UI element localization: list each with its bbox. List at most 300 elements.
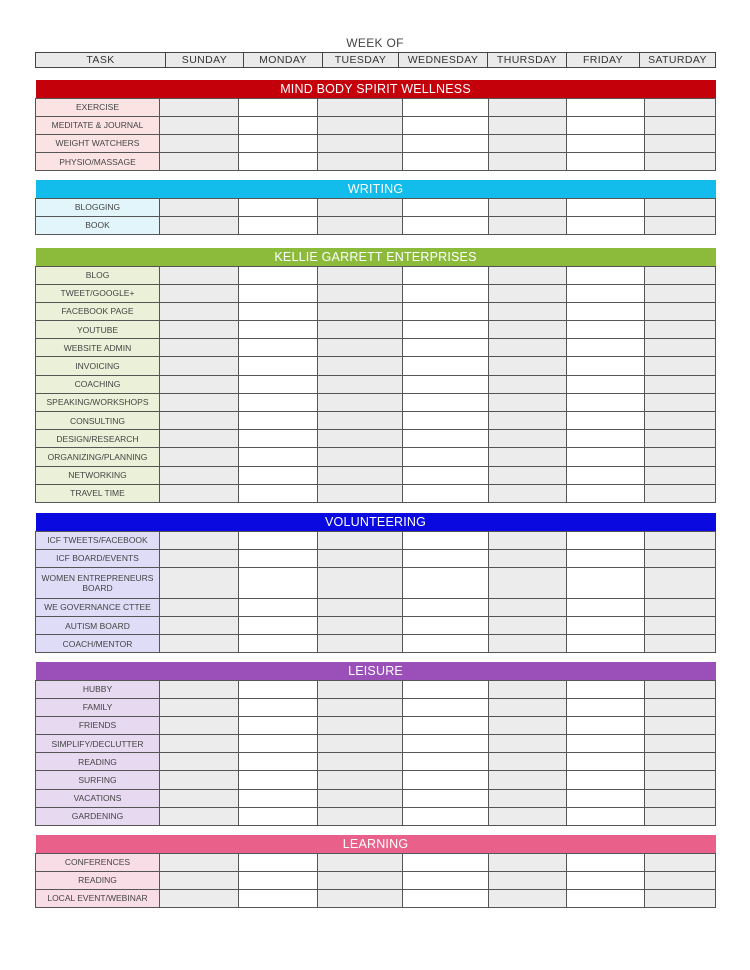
day-cell-saturday[interactable] bbox=[645, 716, 716, 734]
day-cell-tuesday[interactable] bbox=[318, 98, 403, 116]
day-cell-thursday[interactable] bbox=[489, 598, 567, 616]
day-cell-monday[interactable] bbox=[239, 357, 318, 375]
day-cell-friday[interactable] bbox=[567, 771, 645, 789]
day-cell-wednesday[interactable] bbox=[403, 635, 489, 653]
day-cell-wednesday[interactable] bbox=[403, 357, 489, 375]
day-cell-thursday[interactable] bbox=[489, 116, 567, 134]
day-cell-sunday[interactable] bbox=[160, 789, 239, 807]
day-cell-thursday[interactable] bbox=[489, 698, 567, 716]
day-cell-sunday[interactable] bbox=[160, 375, 239, 393]
day-cell-thursday[interactable] bbox=[489, 98, 567, 116]
task-label: VACATIONS bbox=[36, 789, 160, 807]
day-cell-saturday[interactable] bbox=[645, 430, 716, 448]
day-cell-wednesday[interactable] bbox=[403, 680, 489, 698]
day-cell-saturday[interactable] bbox=[645, 771, 716, 789]
day-cell-thursday[interactable] bbox=[489, 284, 567, 302]
task-row bbox=[36, 889, 716, 907]
day-cell-thursday[interactable] bbox=[489, 412, 567, 430]
day-cell-tuesday[interactable] bbox=[318, 567, 403, 598]
day-cell-wednesday[interactable] bbox=[403, 216, 489, 234]
day-cell-monday[interactable] bbox=[239, 266, 318, 284]
day-cell-sunday[interactable] bbox=[160, 771, 239, 789]
day-cell-thursday[interactable] bbox=[489, 771, 567, 789]
day-cell-monday[interactable] bbox=[239, 321, 318, 339]
section-title: WRITING bbox=[36, 180, 716, 198]
day-cell-monday[interactable] bbox=[239, 339, 318, 357]
task-label: BLOG bbox=[36, 266, 160, 284]
day-cell-sunday[interactable] bbox=[160, 430, 239, 448]
day-cell-sunday[interactable] bbox=[160, 531, 239, 549]
day-cell-wednesday[interactable] bbox=[403, 339, 489, 357]
day-cell-thursday[interactable] bbox=[489, 198, 567, 216]
day-cell-tuesday[interactable] bbox=[318, 549, 403, 567]
task-row bbox=[36, 771, 716, 789]
day-cell-thursday[interactable] bbox=[489, 531, 567, 549]
day-cell-saturday[interactable] bbox=[645, 635, 716, 653]
task-row bbox=[36, 753, 716, 771]
day-cell-wednesday[interactable] bbox=[403, 153, 489, 171]
day-cell-wednesday[interactable] bbox=[403, 466, 489, 484]
task-row bbox=[36, 216, 716, 234]
day-cell-friday[interactable] bbox=[567, 889, 645, 907]
day-cell-wednesday[interactable] bbox=[403, 284, 489, 302]
day-cell-saturday[interactable] bbox=[645, 98, 716, 116]
day-cell-sunday[interactable] bbox=[160, 716, 239, 734]
day-cell-friday[interactable] bbox=[567, 198, 645, 216]
day-cell-sunday[interactable] bbox=[160, 266, 239, 284]
day-cell-thursday[interactable] bbox=[489, 430, 567, 448]
task-label: MEDITATE & JOURNAL bbox=[36, 116, 160, 134]
day-cell-sunday[interactable] bbox=[160, 116, 239, 134]
day-cell-sunday[interactable] bbox=[160, 302, 239, 320]
section-title: LEISURE bbox=[36, 662, 716, 680]
day-cell-monday[interactable] bbox=[239, 484, 318, 502]
day-cell-sunday[interactable] bbox=[160, 412, 239, 430]
day-cell-wednesday[interactable] bbox=[403, 531, 489, 549]
day-cell-saturday[interactable] bbox=[645, 871, 716, 889]
day-cell-wednesday[interactable] bbox=[403, 302, 489, 320]
day-cell-saturday[interactable] bbox=[645, 321, 716, 339]
day-cell-friday[interactable] bbox=[567, 698, 645, 716]
day-cell-wednesday[interactable] bbox=[403, 753, 489, 771]
day-cell-wednesday[interactable] bbox=[403, 430, 489, 448]
day-cell-sunday[interactable] bbox=[160, 680, 239, 698]
day-cell-sunday[interactable] bbox=[160, 134, 239, 152]
day-cell-tuesday[interactable] bbox=[318, 134, 403, 152]
task-label: ICF BOARD/EVENTS bbox=[36, 549, 160, 567]
day-cell-sunday[interactable] bbox=[160, 339, 239, 357]
day-header-row bbox=[35, 52, 716, 68]
day-cell-monday[interactable] bbox=[239, 549, 318, 567]
day-cell-tuesday[interactable] bbox=[318, 216, 403, 234]
day-cell-monday[interactable] bbox=[239, 680, 318, 698]
day-cell-friday[interactable] bbox=[567, 266, 645, 284]
day-cell-sunday[interactable] bbox=[160, 448, 239, 466]
day-cell-wednesday[interactable] bbox=[403, 853, 489, 871]
day-cell-tuesday[interactable] bbox=[318, 716, 403, 734]
day-cell-sunday[interactable] bbox=[160, 617, 239, 635]
day-cell-friday[interactable] bbox=[567, 635, 645, 653]
day-cell-friday[interactable] bbox=[567, 302, 645, 320]
day-cell-friday[interactable] bbox=[567, 853, 645, 871]
day-cell-sunday[interactable] bbox=[160, 889, 239, 907]
section-title: MIND BODY SPIRIT WELLNESS bbox=[36, 80, 716, 98]
day-cell-monday[interactable] bbox=[239, 871, 318, 889]
day-cell-saturday[interactable] bbox=[645, 412, 716, 430]
day-cell-saturday[interactable] bbox=[645, 549, 716, 567]
task-label: AUTISM BOARD bbox=[36, 617, 160, 635]
task-label: PHYSIO/MASSAGE bbox=[36, 153, 160, 171]
day-cell-tuesday[interactable] bbox=[318, 771, 403, 789]
day-cell-monday[interactable] bbox=[239, 466, 318, 484]
day-cell-sunday[interactable] bbox=[160, 284, 239, 302]
day-cell-thursday[interactable] bbox=[489, 484, 567, 502]
day-cell-friday[interactable] bbox=[567, 753, 645, 771]
day-cell-sunday[interactable] bbox=[160, 698, 239, 716]
day-cell-monday[interactable] bbox=[239, 753, 318, 771]
day-cell-monday[interactable] bbox=[239, 412, 318, 430]
day-cell-monday[interactable] bbox=[239, 853, 318, 871]
day-cell-monday[interactable] bbox=[239, 284, 318, 302]
day-cell-monday[interactable] bbox=[239, 531, 318, 549]
day-cell-saturday[interactable] bbox=[645, 448, 716, 466]
day-cell-sunday[interactable] bbox=[160, 871, 239, 889]
day-cell-friday[interactable] bbox=[567, 871, 645, 889]
day-cell-saturday[interactable] bbox=[645, 266, 716, 284]
day-cell-tuesday[interactable] bbox=[318, 466, 403, 484]
day-cell-thursday[interactable] bbox=[489, 321, 567, 339]
day-cell-friday[interactable] bbox=[567, 393, 645, 411]
day-cell-friday[interactable] bbox=[567, 617, 645, 635]
day-cell-tuesday[interactable] bbox=[318, 321, 403, 339]
day-cell-friday[interactable] bbox=[567, 716, 645, 734]
day-cell-thursday[interactable] bbox=[489, 567, 567, 598]
day-cell-friday[interactable] bbox=[567, 807, 645, 825]
column-header-task: TASK bbox=[36, 53, 166, 68]
section-volunteering bbox=[35, 513, 716, 653]
day-cell-saturday[interactable] bbox=[645, 698, 716, 716]
task-row bbox=[36, 98, 716, 116]
day-cell-wednesday[interactable] bbox=[403, 375, 489, 393]
day-cell-friday[interactable] bbox=[567, 357, 645, 375]
day-cell-friday[interactable] bbox=[567, 284, 645, 302]
day-cell-friday[interactable] bbox=[567, 598, 645, 616]
day-cell-tuesday[interactable] bbox=[318, 153, 403, 171]
task-label: FAMILY bbox=[36, 698, 160, 716]
day-cell-tuesday[interactable] bbox=[318, 430, 403, 448]
day-cell-thursday[interactable] bbox=[489, 448, 567, 466]
day-cell-thursday[interactable] bbox=[489, 466, 567, 484]
day-cell-thursday[interactable] bbox=[489, 716, 567, 734]
day-cell-wednesday[interactable] bbox=[403, 771, 489, 789]
day-cell-friday[interactable] bbox=[567, 549, 645, 567]
task-row bbox=[36, 393, 716, 411]
task-label: DESIGN/RESEARCH bbox=[36, 430, 160, 448]
day-cell-saturday[interactable] bbox=[645, 466, 716, 484]
day-cell-sunday[interactable] bbox=[160, 198, 239, 216]
day-cell-friday[interactable] bbox=[567, 567, 645, 598]
day-cell-friday[interactable] bbox=[567, 375, 645, 393]
day-cell-monday[interactable] bbox=[239, 567, 318, 598]
day-cell-thursday[interactable] bbox=[489, 635, 567, 653]
day-cell-saturday[interactable] bbox=[645, 753, 716, 771]
task-row bbox=[36, 789, 716, 807]
day-cell-saturday[interactable] bbox=[645, 617, 716, 635]
day-cell-tuesday[interactable] bbox=[318, 635, 403, 653]
section-mind-body-spirit-wellness bbox=[35, 80, 716, 171]
day-cell-friday[interactable] bbox=[567, 134, 645, 152]
day-cell-thursday[interactable] bbox=[489, 302, 567, 320]
day-cell-thursday[interactable] bbox=[489, 753, 567, 771]
task-row bbox=[36, 871, 716, 889]
day-cell-wednesday[interactable] bbox=[403, 698, 489, 716]
day-cell-tuesday[interactable] bbox=[318, 284, 403, 302]
task-row bbox=[36, 484, 716, 502]
day-cell-sunday[interactable] bbox=[160, 321, 239, 339]
day-cell-tuesday[interactable] bbox=[318, 698, 403, 716]
day-cell-monday[interactable] bbox=[239, 635, 318, 653]
day-cell-friday[interactable] bbox=[567, 339, 645, 357]
day-cell-tuesday[interactable] bbox=[318, 484, 403, 502]
day-cell-thursday[interactable] bbox=[489, 871, 567, 889]
day-cell-tuesday[interactable] bbox=[318, 889, 403, 907]
task-label: WEBSITE ADMIN bbox=[36, 339, 160, 357]
day-cell-thursday[interactable] bbox=[489, 807, 567, 825]
day-cell-tuesday[interactable] bbox=[318, 680, 403, 698]
task-row bbox=[36, 153, 716, 171]
day-cell-saturday[interactable] bbox=[645, 680, 716, 698]
day-cell-monday[interactable] bbox=[239, 430, 318, 448]
day-cell-saturday[interactable] bbox=[645, 302, 716, 320]
day-cell-wednesday[interactable] bbox=[403, 393, 489, 411]
day-cell-wednesday[interactable] bbox=[403, 789, 489, 807]
task-label: COACH/MENTOR bbox=[36, 635, 160, 653]
day-cell-thursday[interactable] bbox=[489, 549, 567, 567]
day-cell-thursday[interactable] bbox=[489, 617, 567, 635]
day-cell-tuesday[interactable] bbox=[318, 302, 403, 320]
day-cell-tuesday[interactable] bbox=[318, 266, 403, 284]
day-cell-saturday[interactable] bbox=[645, 853, 716, 871]
day-cell-sunday[interactable] bbox=[160, 598, 239, 616]
day-cell-wednesday[interactable] bbox=[403, 266, 489, 284]
day-cell-saturday[interactable] bbox=[645, 284, 716, 302]
task-row bbox=[36, 302, 716, 320]
day-cell-friday[interactable] bbox=[567, 531, 645, 549]
day-cell-monday[interactable] bbox=[239, 889, 318, 907]
day-cell-friday[interactable] bbox=[567, 484, 645, 502]
day-cell-sunday[interactable] bbox=[160, 807, 239, 825]
day-cell-wednesday[interactable] bbox=[403, 448, 489, 466]
day-cell-sunday[interactable] bbox=[160, 635, 239, 653]
day-cell-tuesday[interactable] bbox=[318, 617, 403, 635]
day-cell-tuesday[interactable] bbox=[318, 393, 403, 411]
day-cell-sunday[interactable] bbox=[160, 484, 239, 502]
day-cell-tuesday[interactable] bbox=[318, 412, 403, 430]
day-cell-friday[interactable] bbox=[567, 153, 645, 171]
day-cell-wednesday[interactable] bbox=[403, 871, 489, 889]
day-cell-tuesday[interactable] bbox=[318, 807, 403, 825]
day-cell-wednesday[interactable] bbox=[403, 889, 489, 907]
day-cell-monday[interactable] bbox=[239, 134, 318, 152]
task-row bbox=[36, 134, 716, 152]
day-cell-thursday[interactable] bbox=[489, 393, 567, 411]
task-label: COACHING bbox=[36, 375, 160, 393]
day-cell-friday[interactable] bbox=[567, 430, 645, 448]
task-row bbox=[36, 716, 716, 734]
day-cell-monday[interactable] bbox=[239, 98, 318, 116]
section-kellie-garrett-enterprises bbox=[35, 248, 716, 503]
day-cell-tuesday[interactable] bbox=[318, 789, 403, 807]
day-cell-saturday[interactable] bbox=[645, 116, 716, 134]
day-cell-monday[interactable] bbox=[239, 302, 318, 320]
day-cell-tuesday[interactable] bbox=[318, 531, 403, 549]
day-cell-sunday[interactable] bbox=[160, 393, 239, 411]
day-cell-wednesday[interactable] bbox=[403, 617, 489, 635]
day-cell-saturday[interactable] bbox=[645, 484, 716, 502]
day-cell-wednesday[interactable] bbox=[403, 134, 489, 152]
day-cell-saturday[interactable] bbox=[645, 531, 716, 549]
section-title: KELLIE GARRETT ENTERPRISES bbox=[36, 248, 716, 266]
day-cell-saturday[interactable] bbox=[645, 198, 716, 216]
day-cell-saturday[interactable] bbox=[645, 598, 716, 616]
day-cell-sunday[interactable] bbox=[160, 735, 239, 753]
day-cell-wednesday[interactable] bbox=[403, 484, 489, 502]
task-row bbox=[36, 448, 716, 466]
task-row bbox=[36, 617, 716, 635]
day-cell-monday[interactable] bbox=[239, 617, 318, 635]
day-cell-monday[interactable] bbox=[239, 807, 318, 825]
day-cell-wednesday[interactable] bbox=[403, 549, 489, 567]
day-cell-tuesday[interactable] bbox=[318, 116, 403, 134]
task-row bbox=[36, 375, 716, 393]
day-cell-tuesday[interactable] bbox=[318, 598, 403, 616]
day-cell-thursday[interactable] bbox=[489, 216, 567, 234]
day-cell-monday[interactable] bbox=[239, 448, 318, 466]
day-cell-monday[interactable] bbox=[239, 375, 318, 393]
task-label: FACEBOOK PAGE bbox=[36, 302, 160, 320]
task-row bbox=[36, 430, 716, 448]
column-header-saturday: SATURDAY bbox=[640, 53, 716, 68]
day-cell-friday[interactable] bbox=[567, 466, 645, 484]
day-cell-tuesday[interactable] bbox=[318, 853, 403, 871]
section-writing bbox=[35, 180, 716, 235]
day-cell-sunday[interactable] bbox=[160, 753, 239, 771]
day-cell-wednesday[interactable] bbox=[403, 598, 489, 616]
day-cell-thursday[interactable] bbox=[489, 339, 567, 357]
day-cell-thursday[interactable] bbox=[489, 735, 567, 753]
day-cell-thursday[interactable] bbox=[489, 153, 567, 171]
day-cell-saturday[interactable] bbox=[645, 134, 716, 152]
day-cell-saturday[interactable] bbox=[645, 393, 716, 411]
day-cell-tuesday[interactable] bbox=[318, 339, 403, 357]
day-cell-monday[interactable] bbox=[239, 771, 318, 789]
day-cell-friday[interactable] bbox=[567, 680, 645, 698]
day-cell-tuesday[interactable] bbox=[318, 198, 403, 216]
day-cell-tuesday[interactable] bbox=[318, 871, 403, 889]
task-row bbox=[36, 680, 716, 698]
day-cell-saturday[interactable] bbox=[645, 216, 716, 234]
day-cell-thursday[interactable] bbox=[489, 853, 567, 871]
day-cell-wednesday[interactable] bbox=[403, 198, 489, 216]
day-cell-wednesday[interactable] bbox=[403, 116, 489, 134]
day-cell-saturday[interactable] bbox=[645, 375, 716, 393]
day-cell-saturday[interactable] bbox=[645, 807, 716, 825]
day-cell-monday[interactable] bbox=[239, 216, 318, 234]
day-cell-monday[interactable] bbox=[239, 598, 318, 616]
day-cell-wednesday[interactable] bbox=[403, 321, 489, 339]
day-cell-tuesday[interactable] bbox=[318, 735, 403, 753]
day-cell-wednesday[interactable] bbox=[403, 98, 489, 116]
day-cell-monday[interactable] bbox=[239, 116, 318, 134]
day-cell-sunday[interactable] bbox=[160, 216, 239, 234]
day-cell-tuesday[interactable] bbox=[318, 375, 403, 393]
task-label: CONFERENCES bbox=[36, 853, 160, 871]
day-cell-monday[interactable] bbox=[239, 153, 318, 171]
day-cell-wednesday[interactable] bbox=[403, 412, 489, 430]
day-cell-saturday[interactable] bbox=[645, 339, 716, 357]
day-cell-sunday[interactable] bbox=[160, 98, 239, 116]
day-cell-wednesday[interactable] bbox=[403, 716, 489, 734]
day-cell-sunday[interactable] bbox=[160, 853, 239, 871]
section-title: LEARNING bbox=[36, 835, 716, 853]
day-cell-friday[interactable] bbox=[567, 216, 645, 234]
day-cell-sunday[interactable] bbox=[160, 549, 239, 567]
day-cell-monday[interactable] bbox=[239, 716, 318, 734]
day-cell-thursday[interactable] bbox=[489, 889, 567, 907]
task-label: BOOK bbox=[36, 216, 160, 234]
column-header-wednesday: WEDNESDAY bbox=[399, 53, 488, 68]
day-cell-friday[interactable] bbox=[567, 448, 645, 466]
day-cell-thursday[interactable] bbox=[489, 266, 567, 284]
day-cell-friday[interactable] bbox=[567, 116, 645, 134]
day-cell-saturday[interactable] bbox=[645, 567, 716, 598]
day-cell-saturday[interactable] bbox=[645, 789, 716, 807]
day-cell-saturday[interactable] bbox=[645, 357, 716, 375]
day-cell-saturday[interactable] bbox=[645, 889, 716, 907]
day-cell-tuesday[interactable] bbox=[318, 448, 403, 466]
day-cell-friday[interactable] bbox=[567, 789, 645, 807]
day-cell-monday[interactable] bbox=[239, 698, 318, 716]
section-learning bbox=[35, 835, 716, 908]
day-cell-thursday[interactable] bbox=[489, 789, 567, 807]
day-cell-saturday[interactable] bbox=[645, 735, 716, 753]
day-cell-friday[interactable] bbox=[567, 98, 645, 116]
day-cell-sunday[interactable] bbox=[160, 466, 239, 484]
day-cell-wednesday[interactable] bbox=[403, 807, 489, 825]
day-cell-friday[interactable] bbox=[567, 412, 645, 430]
day-cell-sunday[interactable] bbox=[160, 567, 239, 598]
day-cell-friday[interactable] bbox=[567, 321, 645, 339]
day-cell-tuesday[interactable] bbox=[318, 753, 403, 771]
day-cell-monday[interactable] bbox=[239, 198, 318, 216]
day-cell-wednesday[interactable] bbox=[403, 735, 489, 753]
day-cell-saturday[interactable] bbox=[645, 153, 716, 171]
day-cell-wednesday[interactable] bbox=[403, 567, 489, 598]
day-cell-friday[interactable] bbox=[567, 735, 645, 753]
task-label: TRAVEL TIME bbox=[36, 484, 160, 502]
day-cell-monday[interactable] bbox=[239, 393, 318, 411]
day-cell-sunday[interactable] bbox=[160, 153, 239, 171]
task-label: FRIENDS bbox=[36, 716, 160, 734]
day-cell-sunday[interactable] bbox=[160, 357, 239, 375]
day-cell-thursday[interactable] bbox=[489, 375, 567, 393]
day-cell-thursday[interactable] bbox=[489, 357, 567, 375]
day-cell-tuesday[interactable] bbox=[318, 357, 403, 375]
day-cell-monday[interactable] bbox=[239, 735, 318, 753]
day-cell-monday[interactable] bbox=[239, 789, 318, 807]
day-cell-thursday[interactable] bbox=[489, 134, 567, 152]
day-cell-thursday[interactable] bbox=[489, 680, 567, 698]
